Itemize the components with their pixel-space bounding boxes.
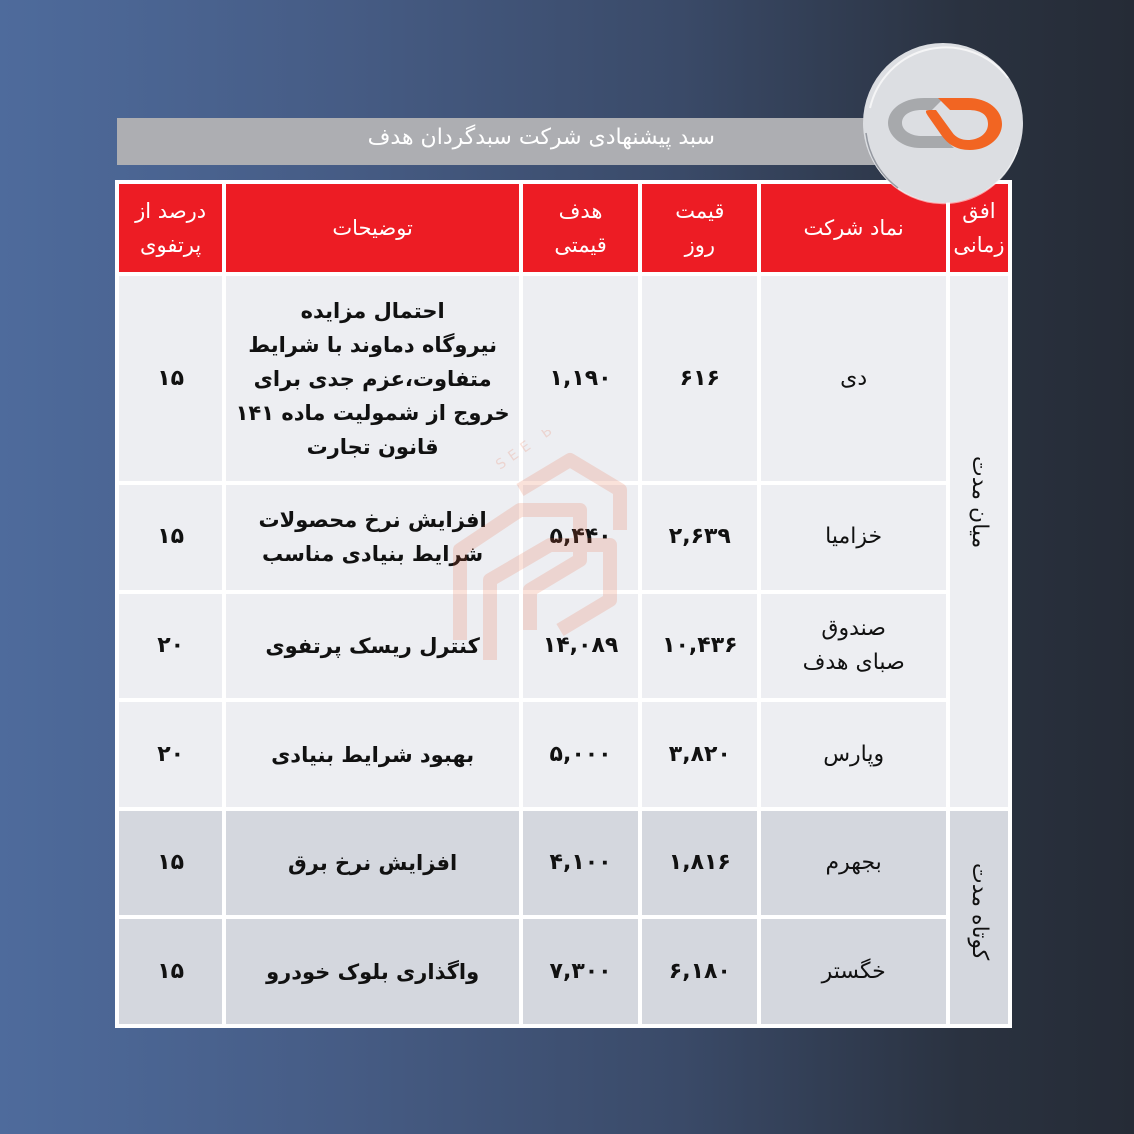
target-cell: ۵,۴۴۰	[523, 485, 638, 590]
target-cell: ۱۴,۰۸۹	[523, 594, 638, 699]
price-cell: ۳,۸۲۰	[642, 702, 757, 807]
description-cell: افزایش نرخ برق	[226, 811, 519, 916]
page-title: سبد پیشنهادی شرکت سبدگردان هدف	[367, 125, 715, 150]
target-cell: ۴,۱۰۰	[523, 811, 638, 916]
description-cell: واگذاری بلوک خودرو	[226, 919, 519, 1024]
table-row	[119, 276, 1008, 481]
symbol-cell: بجهرم	[761, 811, 945, 916]
weight-cell: ۱۵	[119, 485, 222, 590]
infinity-logo-icon	[858, 38, 1028, 208]
symbol-cell: صندوق صبای هدف	[761, 594, 945, 699]
header-horizon: افق زمانی	[950, 184, 1008, 272]
description-cell: افزایش نرخ محصولات شرایط بنیادی مناسب	[226, 485, 519, 590]
table-row	[119, 485, 1008, 590]
symbol-cell: دی	[761, 276, 945, 481]
target-cell: ۱,۱۹۰	[523, 276, 638, 481]
header-target: هدف قیمتی	[523, 184, 638, 272]
symbol-cell: وپارس	[761, 702, 945, 807]
weight-cell: ۲۰	[119, 702, 222, 807]
target-cell: ۷,۳۰۰	[523, 919, 638, 1024]
table-row	[119, 919, 1008, 1024]
weight-cell: ۲۰	[119, 594, 222, 699]
description-cell: بهبود شرایط بنیادی	[226, 702, 519, 807]
price-cell: ۶,۱۸۰	[642, 919, 757, 1024]
symbol-cell: خزامیا	[761, 485, 945, 590]
header-price: قیمت روز	[642, 184, 757, 272]
description-cell: احتمال مزایده نیروگاه دماوند با شرایط متفاوت،عزم جدی برای خروج از شمولیت ماده ۱۴۱ قانون تجارت	[226, 276, 519, 481]
brand-logo	[858, 38, 1028, 208]
price-cell: ۲,۶۳۹	[642, 485, 757, 590]
table-row	[119, 811, 1008, 916]
table-row	[119, 702, 1008, 807]
header-weight: درصد از پرتفوی	[119, 184, 222, 272]
table-row	[119, 594, 1008, 699]
price-cell: ۱۰,۴۳۶	[642, 594, 757, 699]
header-symbol: نماد شرکت	[761, 184, 945, 272]
horizon-label: میان مدت	[966, 456, 992, 549]
weight-cell: ۱۵	[119, 276, 222, 481]
weight-cell: ۱۵	[119, 811, 222, 916]
title-bar	[117, 118, 877, 165]
weight-cell: ۱۵	[119, 919, 222, 1024]
header-description: توضیحات	[226, 184, 519, 272]
horizon-cell-mid-term	[950, 276, 1008, 807]
symbol-cell: خگستر	[761, 919, 945, 1024]
horizon-label: کوتاه مدت	[966, 863, 992, 961]
price-cell: ۶۱۶	[642, 276, 757, 481]
target-cell: ۵,۰۰۰	[523, 702, 638, 807]
price-cell: ۱,۸۱۶	[642, 811, 757, 916]
description-cell: کنترل ریسک پرتفوی	[226, 594, 519, 699]
portfolio-table	[115, 180, 1012, 1028]
horizon-cell-short-term	[950, 811, 1008, 1024]
